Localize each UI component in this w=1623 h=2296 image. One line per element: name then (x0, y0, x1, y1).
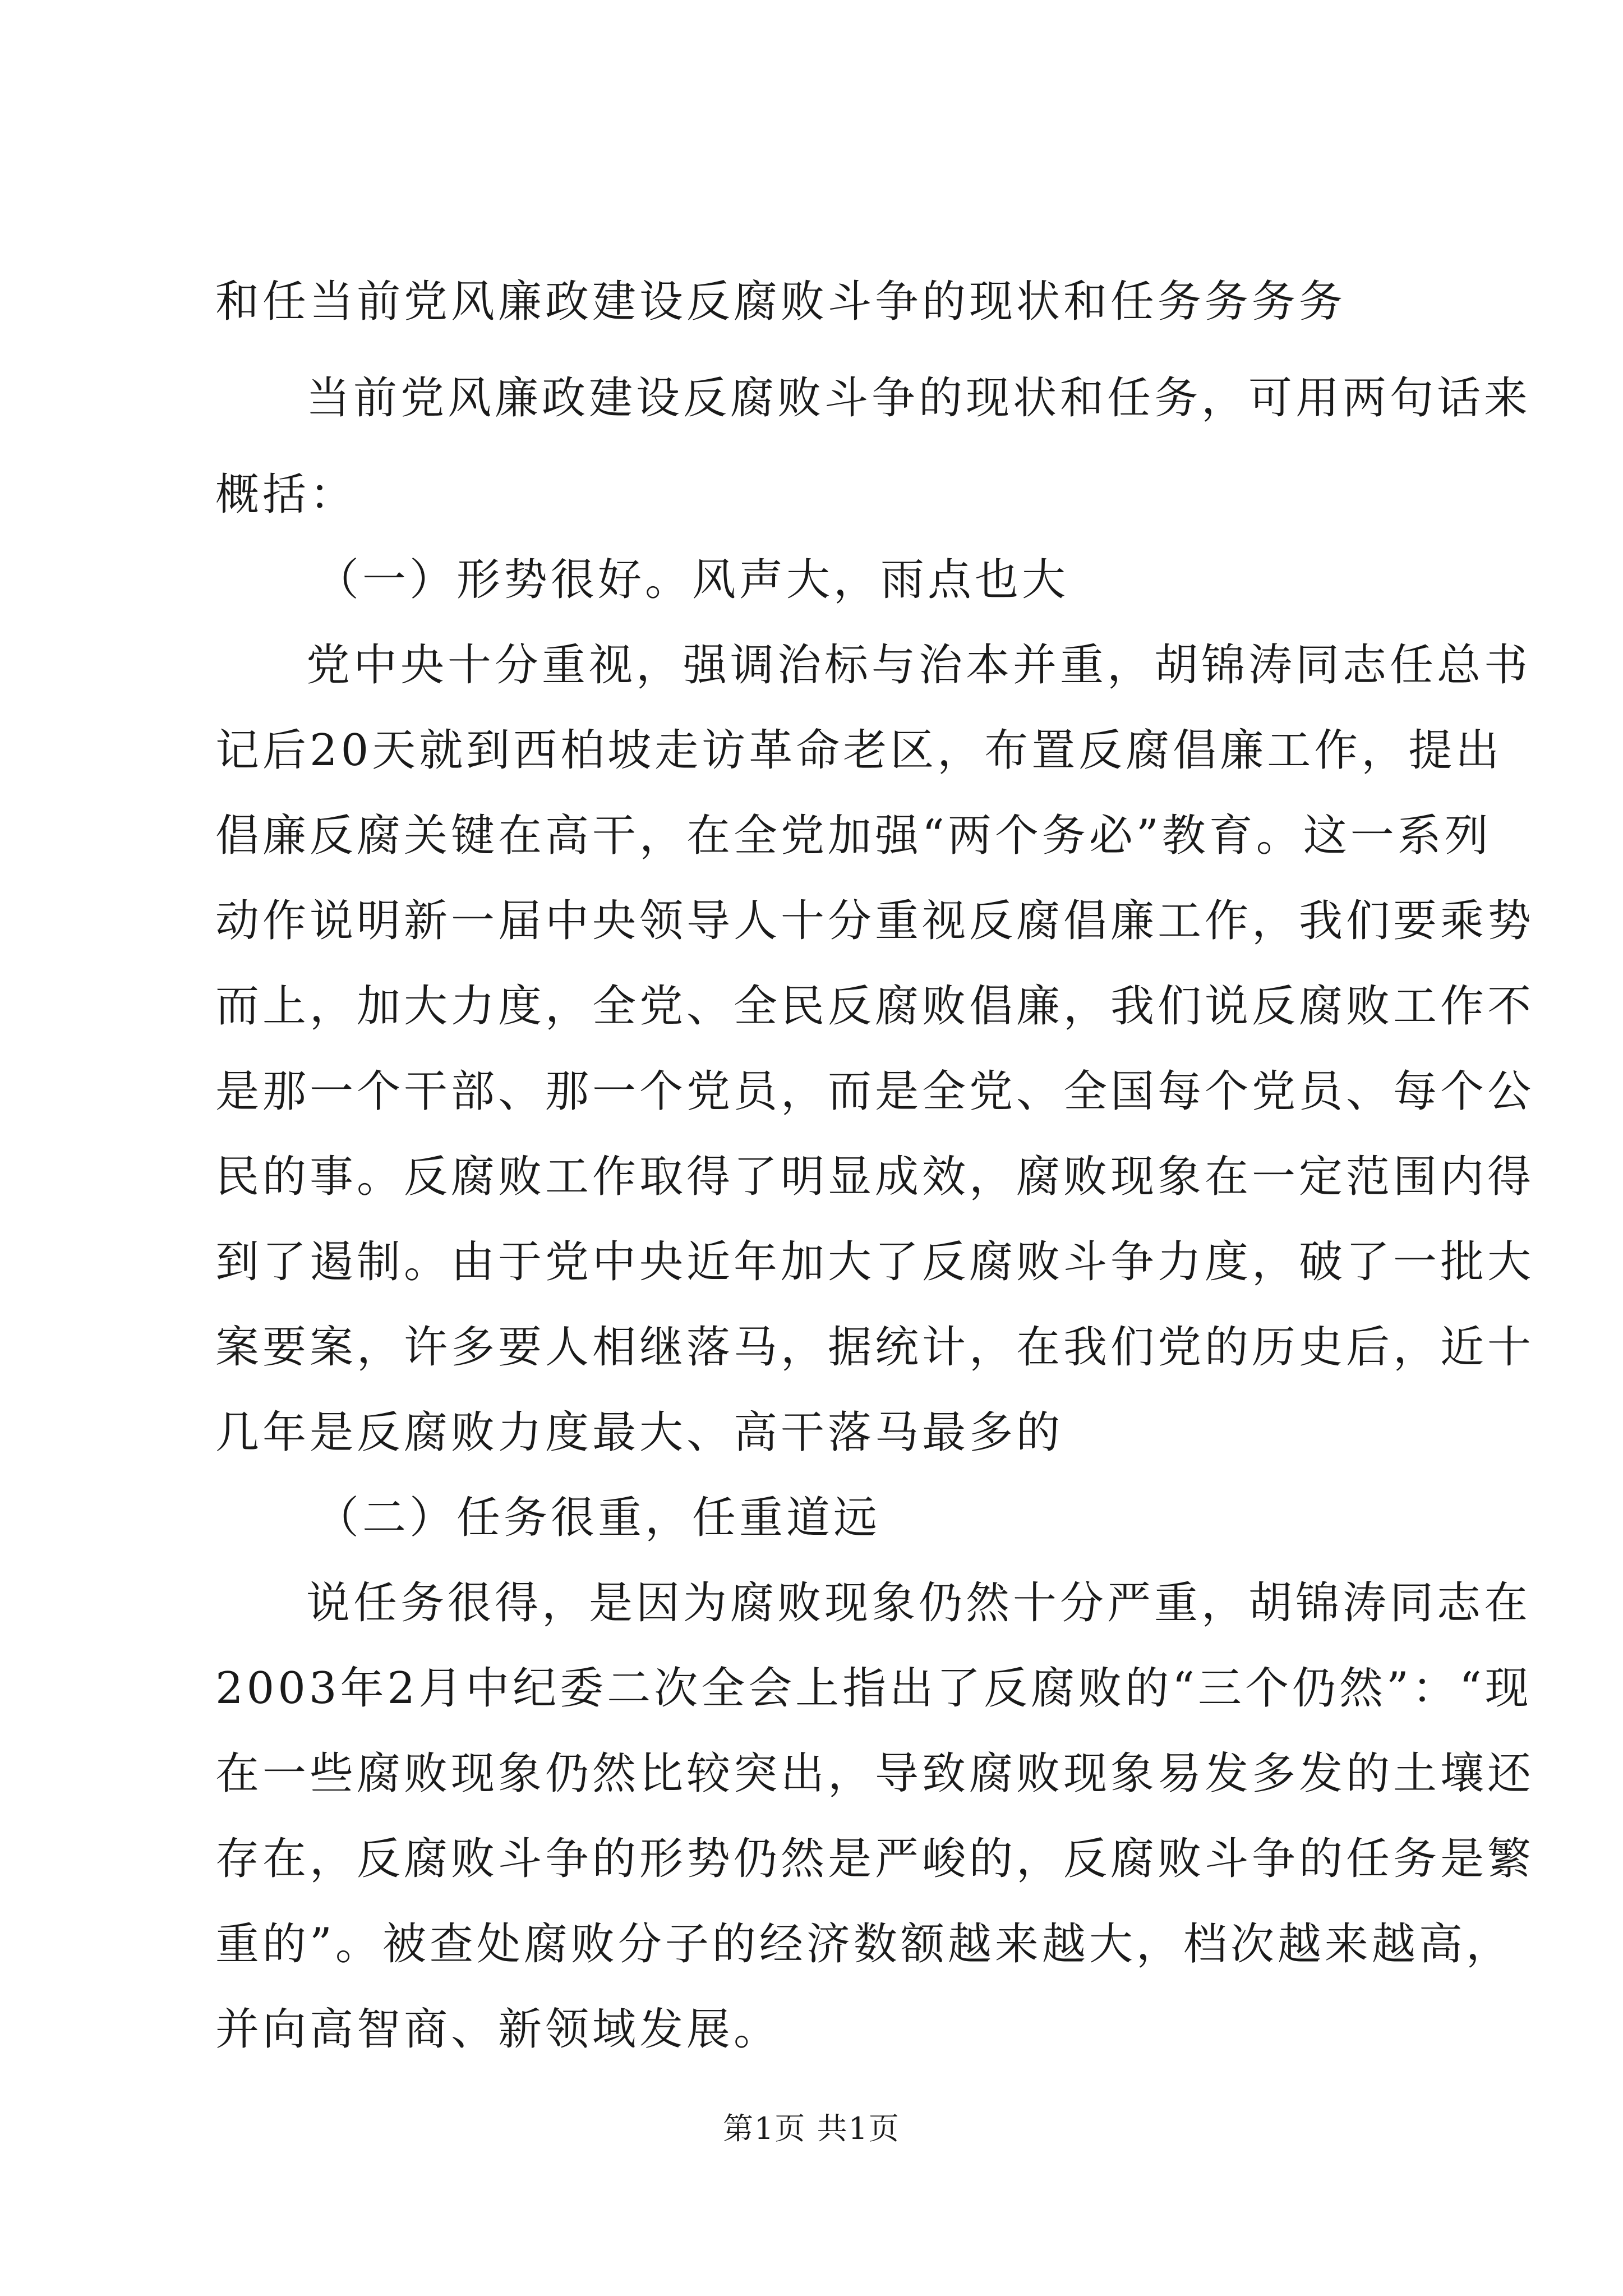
paragraph-line: 而上，加大力度，全党、全民反腐败倡廉，我们说反腐败工作不 (215, 981, 1535, 1032)
paragraph-line: 概括： (215, 470, 357, 520)
section-heading: （二）任务很重，任重道远 (315, 1493, 881, 1543)
paragraph-line: 是那一个干部、那一个党员，而是全党、全国每个党员、每个公 (215, 1066, 1535, 1117)
paragraph-line: 2003年2月中纪委二次全会上指出了反腐败的“三个仍然”：“现 (215, 1663, 1532, 1714)
paragraph-line: 当前党风廉政建设反腐败斗争的现状和任务，可用两句话来 (306, 373, 1532, 424)
paragraph-line: 记后20天就到西柏坡走访革命老区，布置反腐倡廉工作，提出 (215, 725, 1503, 776)
paragraph-line: 说任务很得，是因为腐败现象仍然十分严重，胡锦涛同志在 (306, 1578, 1532, 1628)
paragraph-line: 倡廉反腐关键在高干，在全党加强“两个务必”教育。这一系列 (215, 811, 1492, 861)
page-footer: 第1页 共1页 (723, 2111, 900, 2146)
paragraph-line: 在一些腐败现象仍然比较突出，导致腐败现象易发多发的土壤还 (215, 1749, 1535, 1799)
section-heading: （一）形势很好。风声大，雨点也大 (315, 555, 1069, 605)
paragraph-line: 存在，反腐败斗争的形势仍然是严峻的，反腐败斗争的任务是繁 (215, 1834, 1535, 1884)
paragraph-line: 党中央十分重视，强调治标与治本并重，胡锦涛同志任总书 (306, 640, 1532, 691)
paragraph-line: 动作说明新一届中央领导人十分重视反腐倡廉工作，我们要乘势 (215, 896, 1535, 946)
paragraph-line: 民的事。反腐败工作取得了明显成效，腐败现象在一定范围内得 (215, 1152, 1535, 1202)
paragraph-line: 重的”。被查处腐败分子的经济数额越来越大，档次越来越高， (215, 1919, 1513, 1970)
paragraph-line: 案要案，许多要人相继落马，据统计，在我们党的历史后，近十 (215, 1322, 1535, 1373)
paragraph-line: 到了遏制。由于党中央近年加大了反腐败斗争力度，破了一批大 (215, 1237, 1535, 1287)
document-title: 和任当前党风廉政建设反腐败斗争的现状和任务务务务 (215, 277, 1347, 327)
paragraph-line: 并向高智商、新领域发展。 (215, 2004, 781, 2055)
paragraph-line: 几年是反腐败力度最大、高干落马最多的 (215, 1407, 1064, 1458)
